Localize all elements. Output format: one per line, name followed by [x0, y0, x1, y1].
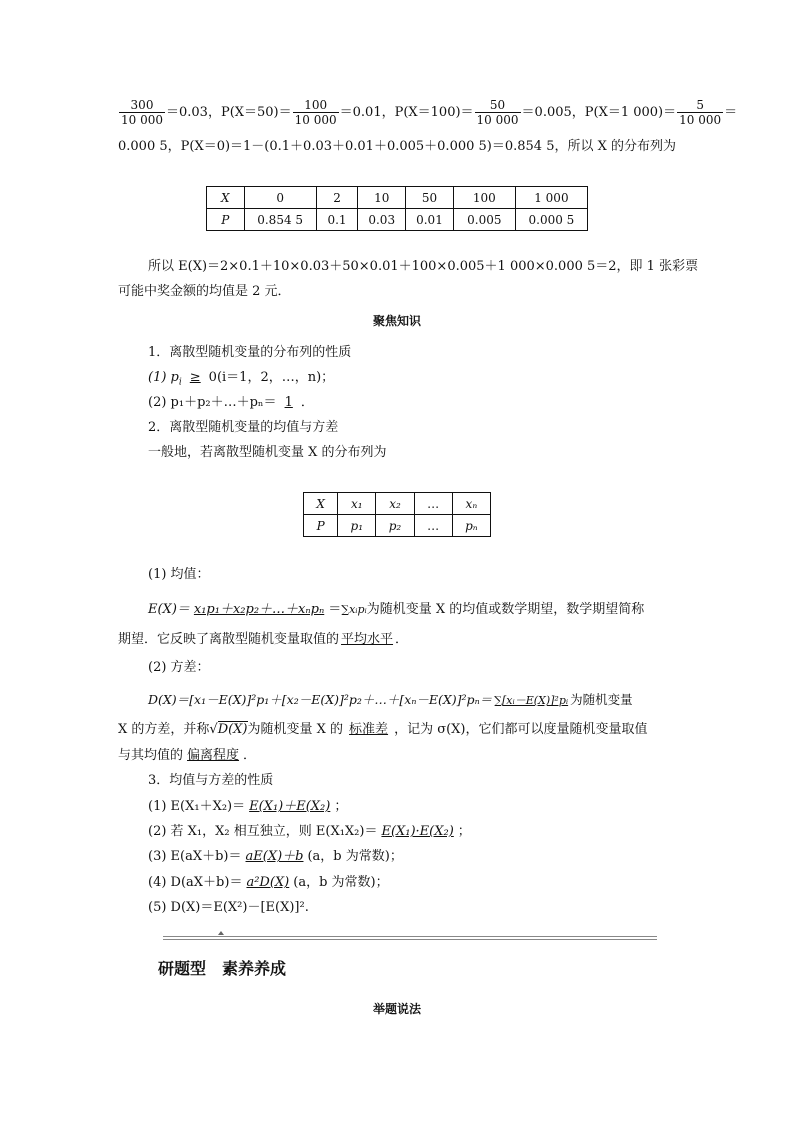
table-cell: 0.1	[316, 209, 358, 231]
table-cell: 10	[358, 187, 406, 209]
fraction: $\frac{5}{10 000}$	[679, 98, 722, 127]
table-cell: xₙ	[452, 493, 490, 515]
section-heading: 研题型 素养养成	[158, 959, 287, 978]
table-cell: x₁	[338, 493, 376, 515]
table-row	[207, 187, 588, 209]
mean-meaning: 期望．它反映了离散型随机变量取值的 平均水平 ．	[118, 632, 409, 647]
table-cell: 2	[316, 187, 358, 209]
divider	[163, 939, 657, 940]
table-cell: pₙ	[452, 515, 490, 537]
section-title: 1．离散型随机变量的分布列的性质	[148, 345, 352, 360]
table-cell: X	[304, 493, 338, 515]
property-item: (2) 若 X₁，X₂ 相互独立，则 E(X₁X₂)＝ E(X₁)·E(X₂) ；	[148, 824, 471, 839]
table-cell: p₁	[338, 515, 376, 537]
divider-marker	[218, 931, 224, 935]
property-item: (5) D(X)＝E(X²)－[E(X)]².	[148, 900, 309, 915]
section-title: 2．离散型随机变量的均值与方差	[148, 420, 339, 435]
property-2: (2) p₁＋p₂＋…＋pₙ＝ 1 ．	[148, 395, 314, 410]
intro-line: 一般地，若离散型随机变量 X 的分布列为	[148, 445, 387, 460]
examples-heading: 举题说法	[372, 1002, 421, 1016]
table-row	[207, 209, 588, 231]
table-cell: p₂	[376, 515, 414, 537]
table-row	[304, 515, 491, 537]
sqrt-symbol: √	[209, 722, 218, 737]
table-cell: 1 000	[515, 187, 587, 209]
property-item: (1) E(X₁＋X₂)＝ E(X₁)＋E(X₂) ；	[148, 799, 348, 814]
expectation-line-1: 所以 E(X)＝2×0.1＋10×0.03＋50×0.01＋100×0.005＋1 000×0.000 5＝2，即 1 张彩票	[148, 259, 699, 274]
table-cell: 0.854 5	[244, 209, 316, 231]
property-item: (4) D(aX＋b)＝ a²D(X) (a，b 为常数)；	[148, 875, 389, 890]
fraction: $\frac{100}{10 000}$	[294, 98, 337, 127]
variance-definition: X 的方差，并称√D(X)为随机变量 X 的 标准差 ，记为 σ(X)，它们都可以度量随机变量取值	[118, 722, 648, 737]
expectation-line-2: 可能中奖金额的均值是 2 元．	[118, 284, 291, 299]
general-distribution-table	[303, 492, 491, 537]
table-cell: x₂	[376, 493, 414, 515]
section-title: 3．均值与方差的性质	[148, 773, 274, 788]
table-cell: P	[304, 515, 338, 537]
property-1: (1) $p_i \ge 0(i=1$，2，…，n)；	[148, 370, 335, 388]
divider	[163, 936, 657, 937]
table-cell: X	[207, 187, 245, 209]
fraction: $\frac{50}{10 000}$	[476, 98, 519, 127]
table-cell: 0.03	[358, 209, 406, 231]
focus-heading: 聚焦知识	[372, 314, 421, 328]
variance-formula: D(X)＝[x₁－E(X)]²p₁＋[x₂－E(X)]²p₂＋…＋[xₙ－E(X)]²pₙ＝ ∑[xᵢ－E(X)]²pᵢ 为随机变量	[148, 692, 633, 707]
table-cell: 0.000 5	[515, 209, 587, 231]
table-cell: …	[414, 493, 452, 515]
table-cell: 0.005	[453, 209, 515, 231]
variance-label: (2) 方差：	[148, 660, 210, 675]
table-cell: 100	[453, 187, 515, 209]
distribution-table	[206, 186, 588, 231]
mean-label: (1) 均值：	[148, 567, 210, 582]
table-cell: 0	[244, 187, 316, 209]
mean-formula: E(X)＝ x₁p₁＋x₂p₂＋…＋xₙpₙ ＝∑xᵢpᵢ为随机变量 X 的均值或数学期望，数学期望简称	[148, 602, 645, 617]
probability-line-1: $\frac{300}{10 000}$ ＝0.03，P(X＝50)＝ $\frac{100}{10 000}$ ＝0.01，P(X＝100)＝ $\frac{50}{10 000}$ ＝0.005，P(X＝1 000)＝ $\frac{5}{10 000}$ ＝	[121, 98, 738, 127]
table-row	[304, 493, 491, 515]
table-cell: …	[414, 515, 452, 537]
table-cell: 50	[406, 187, 454, 209]
table-cell: 0.01	[406, 209, 454, 231]
variance-meaning: 与其均值的 偏离程度 ．	[118, 748, 257, 763]
property-item: (3) E(aX＋b)＝ aE(X)＋b (a，b 为常数)；	[148, 849, 403, 864]
probability-line-2: 0.000 5，P(X＝0)＝1－(0.1＋0.03＋0.01＋0.005＋0.000 5)＝0.854 5，所以 X 的分布列为	[118, 139, 676, 154]
fraction: $\frac{300}{10 000}$	[121, 98, 163, 127]
table-cell: P	[207, 209, 245, 231]
